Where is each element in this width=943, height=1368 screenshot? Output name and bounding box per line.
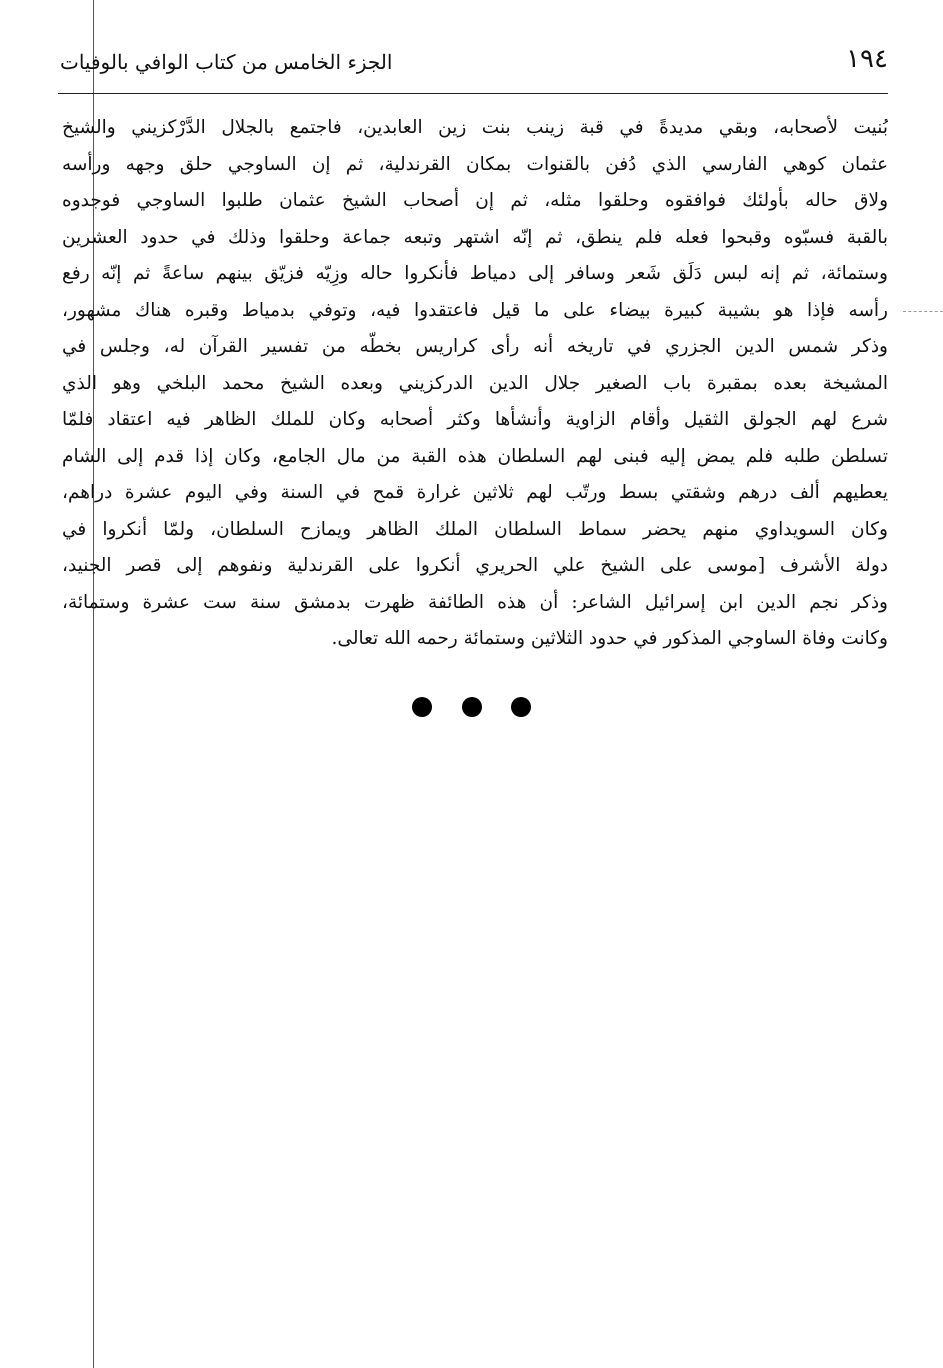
text-line: شرع لهم الجولق الثقيل وأقام الزاوية وأنشأها وكثر أصحابه وكان للملك الظاهر فيه اعتقاد فلمّا — [62, 409, 888, 430]
text-line: بالقبة فسبّوه وقبحوا فعله فلم ينطق، ثم إنّه اشتهر وتبعه جماعة وحلقوا وذلك في حدود العشرين — [62, 226, 888, 248]
text-line: وذكر نجم الدين ابن إسرائيل الشاعر: أن هذه الطائفة ظهرت بدمشق سنة ست عشرة وستمائة، — [62, 591, 888, 613]
text-line: عثمان كوهي الفارسي الذي دُفن بالقنوات بمكان القرندلية، ثم إن الساوجي حلق وجهه ورأسه — [62, 153, 888, 175]
text-line: وستمائة، ثم إنه لبس دَلَق شَعر وسافر إلى دمياط فأنكروا حاله وزِيّه فزيّق بينهم ساعةً ثم إنّه رفع — [62, 263, 888, 284]
text-line: تسلطن طلبه فلم يمض إليه فبنى لهم السلطان هذه القبة من مال الجامع، وكان إذا قدم إلى الشام — [62, 445, 888, 467]
text-line: وكانت وفاة الساوجي المذكور في حدود الثلاثين وستمائة رحمه الله تعالى. — [331, 628, 888, 649]
body-text — [62, 110, 888, 658]
end-dot-icon — [511, 697, 531, 717]
text-line: دولة الأشرف [موسى على الشيخ علي الحريري أنكروا على القرندلية ونفوهم إلى قصر الجنيد، — [62, 555, 888, 576]
header-rule — [58, 93, 888, 94]
page-number: ١٩٤ — [846, 44, 888, 74]
text-line: بُنيت لأصحابه، وبقي مديدةً في قبة زينب بنت زين العابدين، فاجتمع بالجلال الدَّرْكزيني والشيخ — [62, 117, 888, 138]
text-line: المشيخة بعده بمقبرة باب الصغير جلال الدين الدركزيني وبعده الشيخ محمد البلخي وهو الذي — [62, 372, 888, 394]
text-line: يعطيهم ألف درهم وشقتي بسط ورتّب لهم ثلاثين غرارة قمح في السنة وفي اليوم عشرة دراهم، — [62, 482, 888, 503]
text-line: وذكر شمس الدين الجزري في تاريخه أنه رأى كراريس بخطّه من تفسير القرآن له، وجلس في — [62, 336, 888, 357]
end-dot-icon — [412, 697, 432, 717]
text-line: ولاق حاله بأولئك فوافقوه وحلقوا مثله، ثم إن أصحاب الشيخ عثمان طلبوا الساوجي فوجدوه — [62, 190, 888, 211]
running-title: الجزء الخامس من كتاب الوافي بالوفيات — [60, 50, 393, 74]
end-dot-icon — [462, 697, 482, 717]
page-header — [60, 40, 888, 86]
text-line: وكان السويداوي منهم يحضر سماط السلطان الملك الظاهر ويمازح السلطان، ولمّا أنكروا في — [62, 518, 888, 540]
margin-dash — [903, 311, 943, 312]
text-line: رأسه فإذا هو بشيبة كبيرة بيضاء على ما قيل فاعتقدوا فيه، وتوفي بدمياط وقبره هناك مشهور، — [62, 299, 888, 321]
end-of-section-mark — [0, 697, 943, 721]
